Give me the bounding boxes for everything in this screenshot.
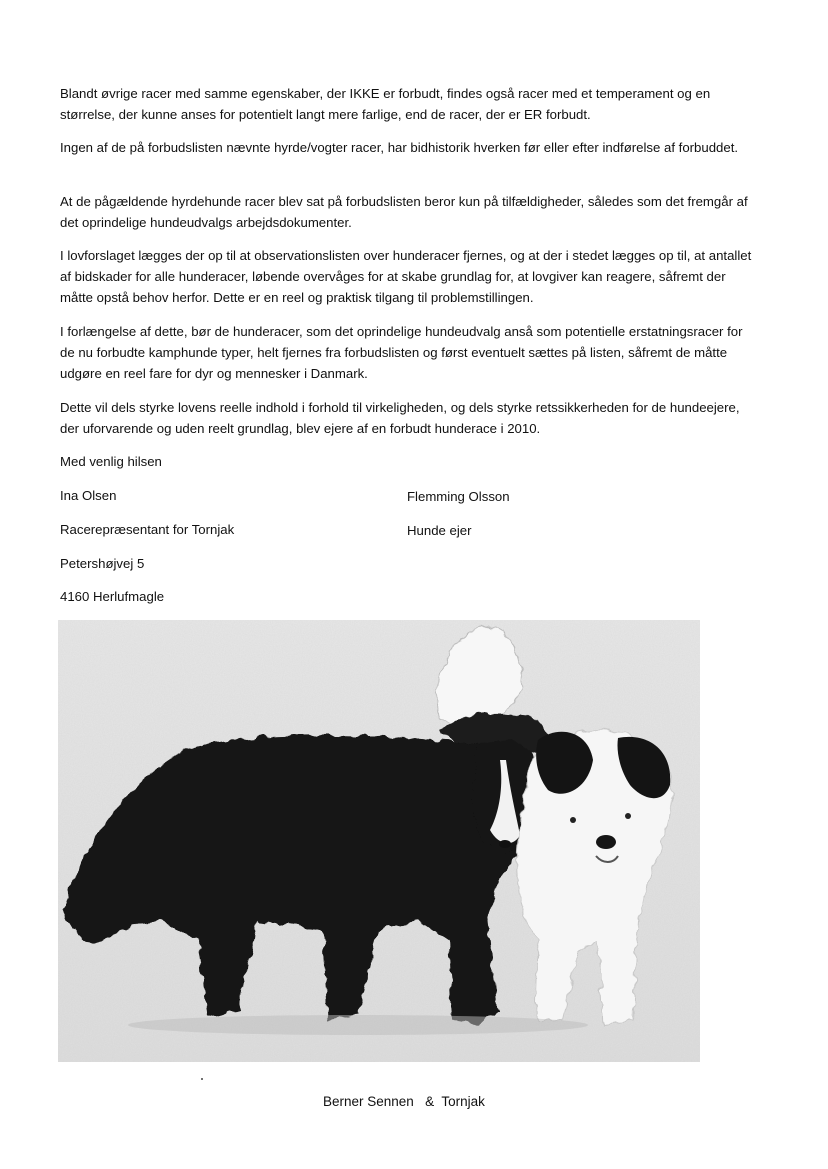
signer-left-name: Ina Olsen [60, 488, 117, 503]
signer-left-role: Racerepræsentant for Tornjak [60, 522, 235, 537]
signer-left-city: 4160 Herlufmagle [60, 589, 165, 604]
signer-right-name: Flemming Olsson [407, 489, 510, 504]
paragraph-4: I lovforslaget lægges der op til at observationslisten over hunderacer fjernes, og at der i stedet lægges op til, at antallet af bidskader for alle hunderacer, løbende overvåges for at skabe grundlag for, at lovgiver kan reagere, såfremt der måtte opstå behov herfor. Dette er en reel og praktisk tilgang til problemstillingen. [60, 248, 752, 305]
paragraph-2: Ingen af de på forbudslisten nævnte hyrde/vogter racer, har bidhistorik hverken før eller efter indførelse af forbuddet. [60, 140, 739, 155]
paragraph-5: I forlængelse af dette, bør de hunderacer, som det oprindelige hundeudvalg anså som potentielle erstatningsracer for de nu forbudte kamphunde typer, helt fjernes fra forbudslisten og først eventuelt sættes på listen, såfremt de måtte udgøre en reel fare for dyr og mennesker i Danmark. [60, 324, 743, 381]
paragraph-3: At de pågældende hyrdehunde racer blev sat på forbudslisten beror kun på tilfældigheder, således som det fremgår af det oprindelige hundeudvalgs arbejdsdokumenter. [60, 194, 748, 230]
closing-greeting: Med venlig hilsen [60, 454, 162, 469]
stray-dot [201, 1078, 203, 1080]
signer-right-role: Hunde ejer [407, 523, 472, 538]
signer-left-street: Petershøjvej 5 [60, 556, 145, 571]
paragraph-6: Dette vil dels styrke lovens reelle indhold i forhold til virkeligheden, og dels styrke retssikkerheden for de hundeejere, der uforvarende og uden reelt grundlag, blev ejere af en forbudt hunderace i 2010. [60, 400, 740, 436]
photo-caption: Berner Sennen & Tornjak [323, 1093, 485, 1109]
paragraph-1: Blandt øvrige racer med samme egenskaber, der IKKE er forbudt, findes også racer med et temperament og en størrelse, der kunne anses for potentielt langt mere farlige, end de racer, der er ER forbudt. [60, 86, 711, 122]
tornjak-nose [596, 835, 616, 849]
dogs-photo [58, 620, 700, 1062]
